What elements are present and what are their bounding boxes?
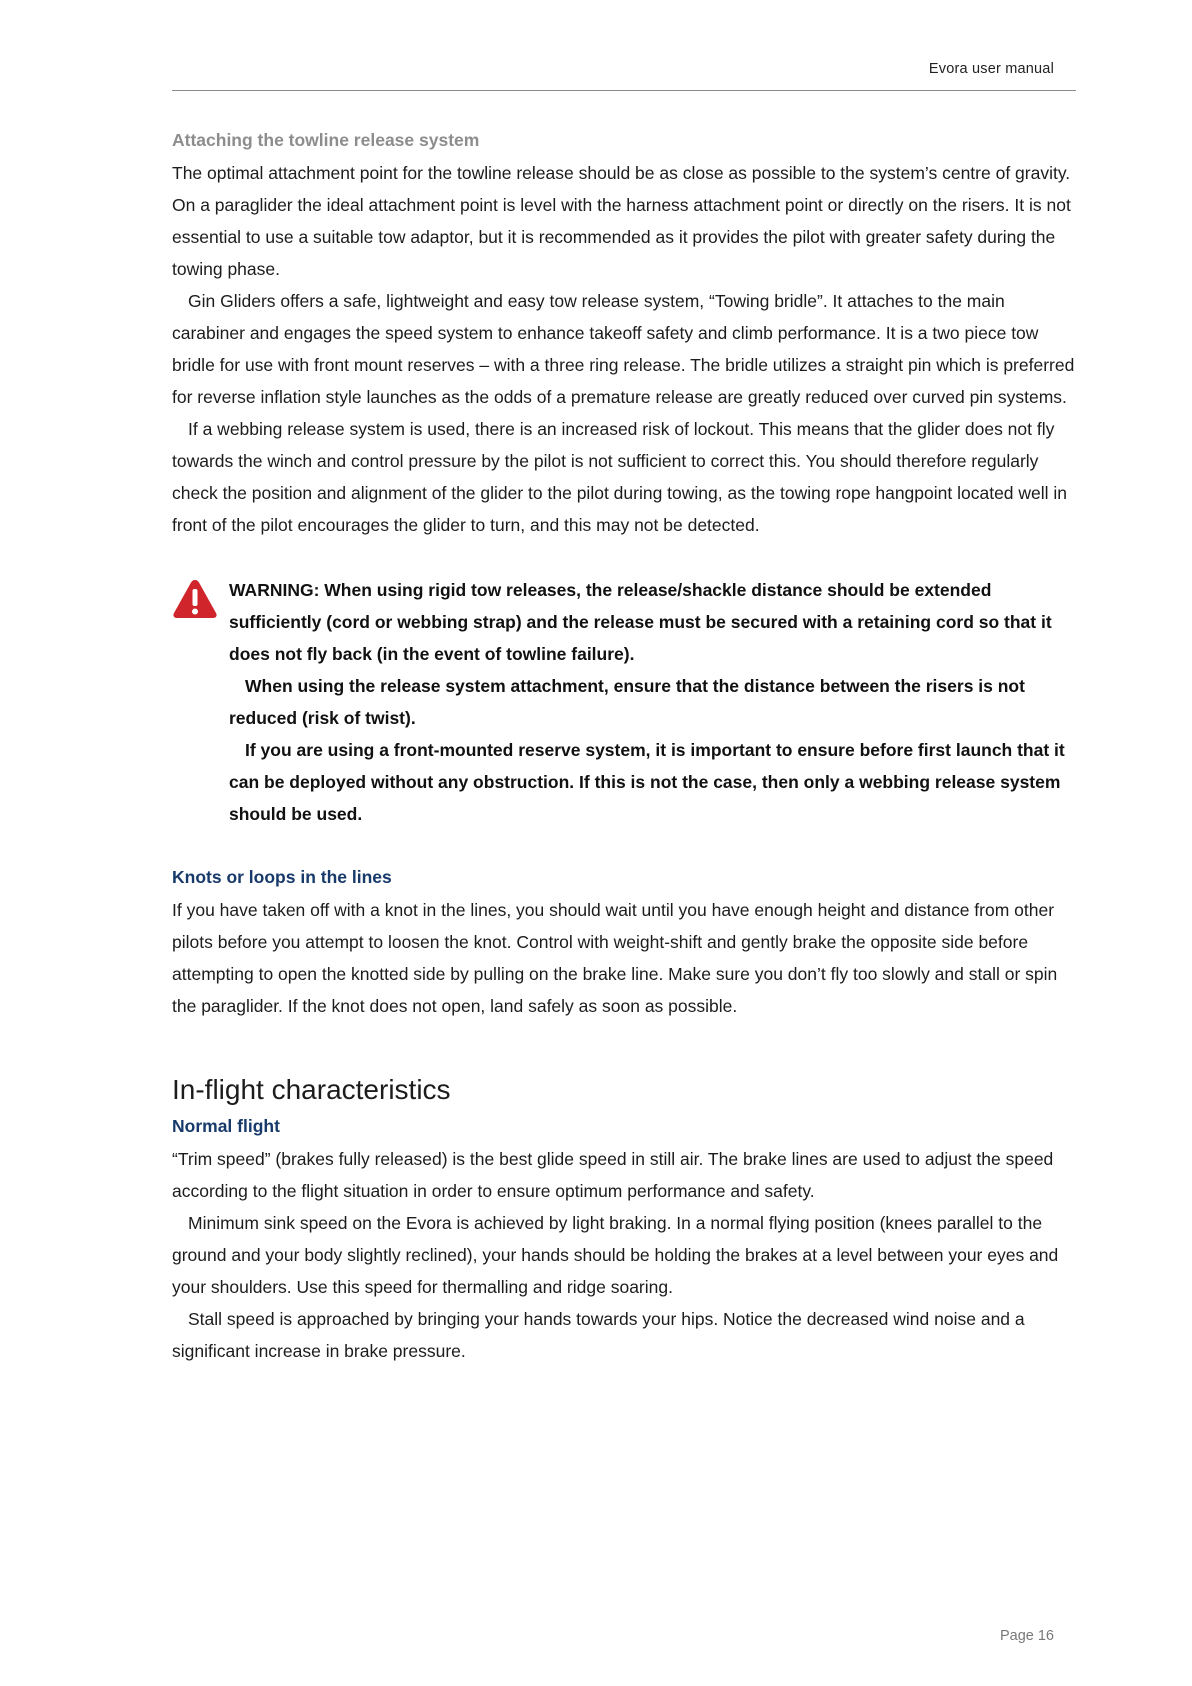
page-content [172, 126, 1076, 1367]
towline-paragraph-3: If a webbing release system is used, there is an increased risk of lockout. This means that the glider does not fly towards the winch and control pressure by the pilot is not sufficient to correct this. You should therefore regularly check the position and alignment of the glider to the pilot during towing, as the towing rope hangpoint located well in front of the pilot encourages the glider to turn, and this may not be detected. [172, 419, 1068, 535]
section-heading-towline: Attaching the towline release system [172, 130, 480, 150]
warning-paragraph-1: WARNING: When using rigid tow releases, the release/shackle distance should be extended sufficiently (cord or webbing strap) and the release must be secured with a retaining cord so that it does not fly back (in the event of towline failure). [229, 580, 1052, 664]
inflight-paragraph-1: “Trim speed” (brakes fully released) is the best glide speed in still air. The brake lines are used to adjust the speed according to the flight situation in order to ensure optimum performance and safety. [172, 1149, 1054, 1201]
warning-paragraph-3: If you are using a front-mounted reserve system, it is important to ensure before first launch that it can be deployed without any obstruction. If this is not the case, then only a webbing release system should be used. [229, 740, 1065, 824]
inflight-paragraph-3: Stall speed is approached by bringing your hands towards your hips. Notice the decreased wind noise and a significant increase in brake pressure. [172, 1309, 1025, 1361]
header-divider [172, 90, 1076, 91]
section-heading-normal-flight: Normal flight [172, 1116, 280, 1136]
section-heading-knots: Knots or loops in the lines [172, 867, 392, 887]
towline-paragraph-1: The optimal attachment point for the towline release should be as close as possible to the system’s centre of gravity. On a paraglider the ideal attachment point is level with the harness attachment point or directly on the risers. It is not essential to use a suitable tow adaptor, but it is recommended as it provides the pilot with greater safety during the towing phase. [172, 163, 1071, 279]
section-spacer [172, 830, 1076, 863]
chapter-title-inflight: In-flight characteristics [172, 1074, 451, 1105]
towline-paragraph-2: Gin Gliders offers a safe, lightweight and easy tow release system, “Towing bridle”. It attaches to the main carabiner and engages the speed system to enhance takeoff safety and climb performance. It is a two piece tow bridle for use with front mount reserves – with a three ring release. The bridle utilizes a straight pin which is preferred for reverse inflation style launches as the odds of a premature release are greatly reduced over curved pin systems. [172, 291, 1075, 407]
page-number: Page 16 [999, 1628, 1054, 1644]
inflight-paragraph-2: Minimum sink speed on the Evora is achieved by light braking. In a normal flying position (knees parallel to the ground and your body slightly reclined), your hands should be holding the brakes at a level between your eyes and your shoulders. Use this speed for thermalling and ridge soaring. [172, 1213, 1059, 1297]
knots-paragraph-1: If you have taken off with a knot in the lines, you should wait until you have enough height and distance from other pilots before you attempt to loosen the knot. Control with weight-shift and gently brake the opposite side before attempting to open the knotted side by pulling on the brake line. Make sure you don’t fly too slowly and stall or spin the paraglider. If the knot does not open, land safely as soon as possible. [172, 900, 1058, 1016]
header-title: Evora user manual [928, 61, 1054, 77]
warning-paragraph-2: When using the release system attachment, ensure that the distance between the risers is not reduced (risk of twist). [229, 676, 1025, 728]
warning-block [172, 574, 1076, 830]
warning-triangle-icon [172, 578, 218, 620]
